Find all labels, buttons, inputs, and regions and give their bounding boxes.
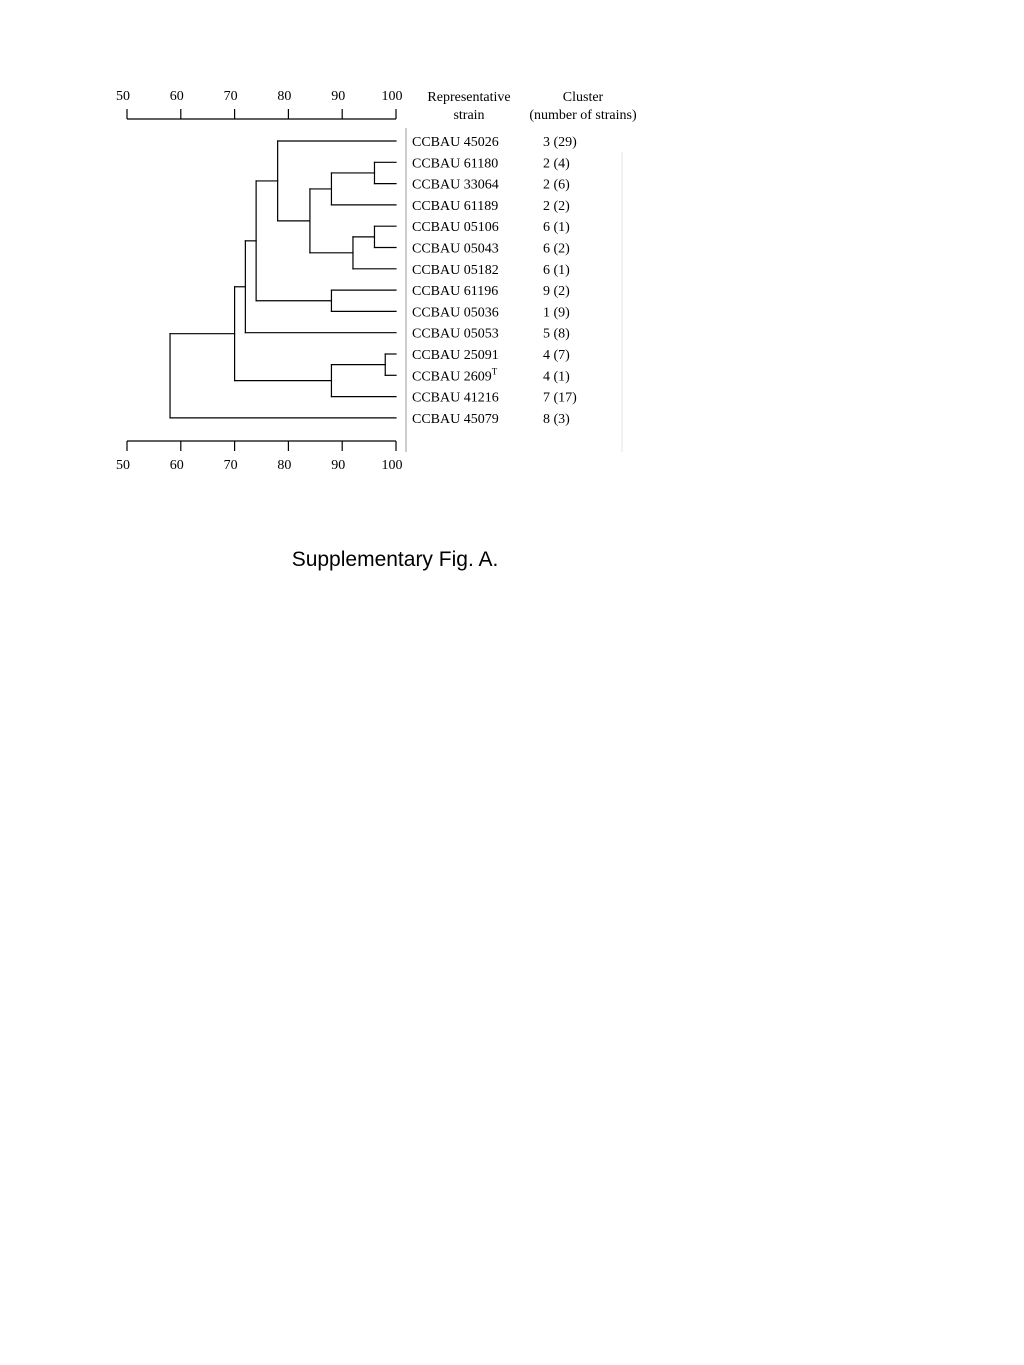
strain-label: CCBAU 05043 — [412, 241, 499, 257]
cluster-label: 2 (4) — [543, 156, 570, 172]
top-axis-tick-label: 60 — [169, 89, 184, 104]
strain-label: CCBAU $2609^T$ — [412, 366, 498, 385]
cluster-header-line2: (number of strains) — [529, 108, 637, 123]
strain-label: CCBAU 05106 — [412, 220, 499, 236]
strain-label: CCBAU 25091 — [412, 348, 499, 363]
cluster-label: 4 (1) — [543, 369, 570, 385]
top-similarity-scale — [116, 89, 403, 119]
strain-label: CCBAU 61180 — [412, 156, 499, 172]
bottom-axis-tick-label: 50 — [116, 458, 130, 473]
strain-label: CCBAU 45026 — [412, 135, 499, 150]
strain-label: CCBAU 05182 — [412, 262, 499, 278]
strain-label: CCBAU 61189 — [412, 198, 499, 214]
dendrogram-figure — [0, 0, 1024, 520]
column-headers — [427, 90, 637, 123]
cluster-label: 6 (1) — [543, 262, 570, 278]
strain-label: CCBAU 05036 — [412, 305, 499, 321]
cluster-label: 3 (29) — [543, 135, 577, 150]
strain-header-line1: Representative — [427, 90, 511, 105]
cluster-label: 6 (2) — [543, 241, 570, 257]
dendrogram-tree — [170, 141, 396, 418]
strain-header-line2: strain — [453, 108, 485, 123]
cluster-header-line1: Cluster — [562, 90, 604, 105]
strain-label: CCBAU 61196 — [412, 284, 499, 300]
bottom-axis-tick-label: 80 — [277, 458, 292, 473]
cluster-label: 7 (17) — [543, 390, 577, 406]
top-axis-tick-label: 90 — [331, 89, 346, 104]
bottom-axis-tick-label: 90 — [331, 458, 346, 473]
strain-label: CCBAU 45079 — [412, 411, 499, 427]
cluster-label: 6 (1) — [543, 220, 570, 236]
cluster-label: 4 (7) — [543, 348, 570, 363]
bottom-axis-tick-label: 70 — [223, 458, 238, 473]
top-axis-tick-label: 80 — [277, 89, 292, 104]
cluster-label: 8 (3) — [543, 411, 570, 427]
top-axis-tick-label: 50 — [116, 89, 130, 104]
strain-label: CCBAU 41216 — [412, 390, 499, 406]
top-axis-tick-label: 100 — [381, 89, 403, 104]
cluster-label: 1 (9) — [543, 305, 570, 321]
bottom-axis-tick-label: 100 — [381, 458, 403, 473]
leaf-labels — [412, 135, 577, 427]
strain-label: CCBAU 33064 — [412, 177, 499, 193]
cluster-label: 5 (8) — [543, 326, 570, 342]
bottom-axis-tick-label: 60 — [169, 458, 184, 473]
strain-label: CCBAU 05053 — [412, 326, 499, 342]
bottom-similarity-scale — [116, 441, 403, 473]
cluster-label: 2 (2) — [543, 198, 570, 214]
cluster-label: 9 (2) — [543, 284, 570, 300]
figure-caption: Supplementary Fig. A. — [291, 548, 499, 571]
cluster-label: 2 (6) — [543, 177, 570, 193]
top-axis-tick-label: 70 — [223, 89, 238, 104]
